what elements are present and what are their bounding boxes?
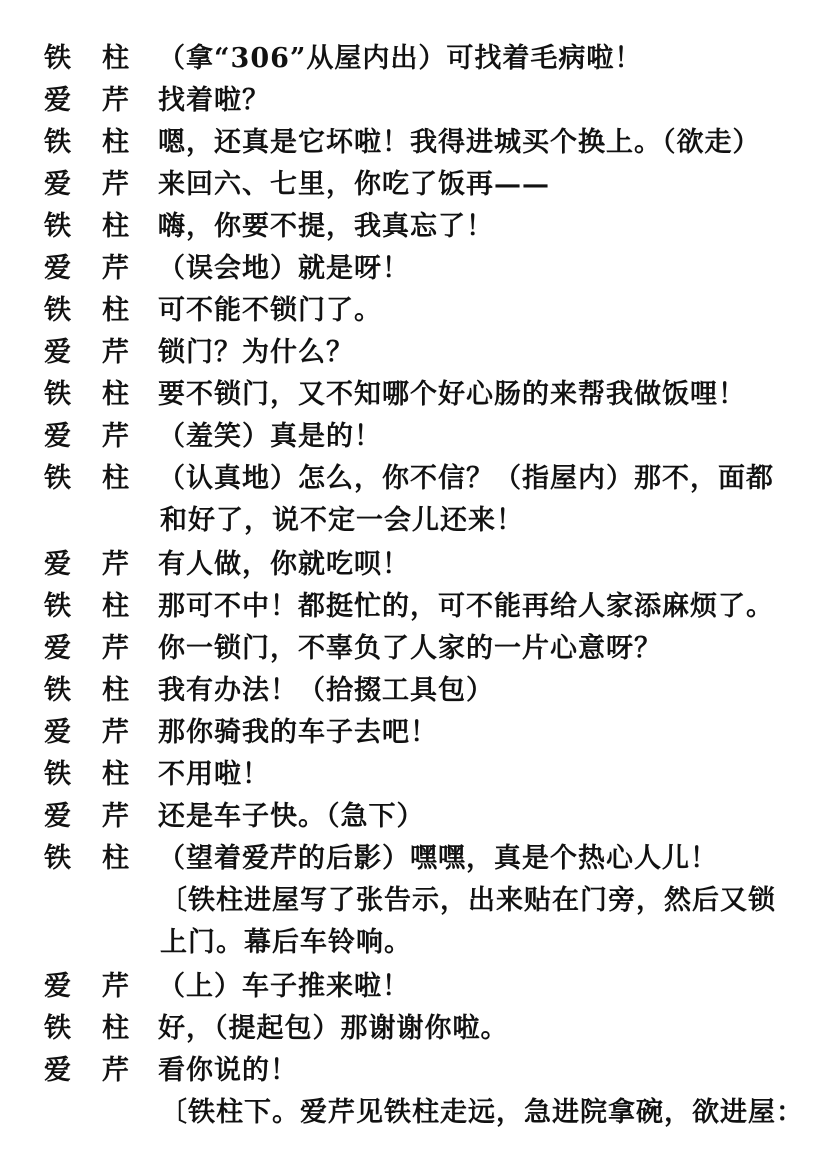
- dialogue-line: 铁 柱 嗨，你要不提，我真忘了！: [0, 206, 822, 248]
- dialogue-text: 看你说的！: [158, 1055, 298, 1086]
- dialogue-line: 铁 柱 要不锁门，又不知哪个好心肠的来帮我做饭哩！: [0, 374, 822, 416]
- dialogue-line: 铁 柱 嗯，还真是它坏啦！我得进城买个换上。（欲走）: [0, 122, 822, 164]
- dialogue-text: 那可不中！都挺忙的，可不能再给人家添麻烦了。: [158, 591, 774, 622]
- dialogue-line: 爱 芹 找着啦？: [0, 80, 822, 122]
- dialogue-text: （望着爱芹的后影）嘿嘿，真是个热心人儿！: [158, 843, 718, 874]
- stage-direction: [0, 1092, 822, 1134]
- dialogue-text: 好，（提起包）那谢谢你啦。: [158, 1013, 509, 1044]
- dialogue-line: 铁 柱 我有办法！（拾掇工具包）: [0, 670, 822, 712]
- dialogue-text: 不用啦！: [158, 759, 270, 790]
- dialogue-text: 锁门？为什么？: [158, 337, 354, 368]
- dialogue-line: 铁 柱 那可不中！都挺忙的，可不能再给人家添麻烦了。: [0, 586, 822, 628]
- dialogue-text: 和好了，说不定一会儿还来！: [160, 505, 524, 536]
- dialogue-text: （拿“306”从屋内出）可找着毛病啦！: [158, 43, 643, 74]
- dialogue-line: 爱 芹 锁门？为什么？: [0, 332, 822, 374]
- dialogue-text: （羞笑）真是的！: [158, 421, 382, 452]
- dialogue-line: 爱 芹 还是车子快。（急下）: [0, 796, 822, 838]
- dialogue-line: 铁 柱 不用啦！: [0, 754, 822, 796]
- dialogue-line: 爱 芹 来回六、七里，你吃了饭再——: [0, 164, 822, 206]
- dialogue-line: 铁 柱 （认真地）怎么，你不信？（指屋内）那不，面都: [0, 458, 822, 500]
- dialogue-line: 爱 芹 （误会地）就是呀！: [0, 248, 822, 290]
- dialogue-text: 找着啦？: [158, 85, 270, 116]
- dialogue-line: 爱 芹 那你骑我的车子去吧！: [0, 712, 822, 754]
- dialogue-continuation: [0, 500, 822, 542]
- dialogue-text: 嗯，还真是它坏啦！我得进城买个换上。（欲走）: [158, 127, 761, 158]
- stage-direction-text: 〔铁柱下。爱芹见铁柱走远，急进院拿碗，欲进屋：: [160, 1097, 804, 1128]
- dialogue-line: 铁 柱 （望着爱芹的后影）嘿嘿，真是个热心人儿！: [0, 838, 822, 880]
- dialogue-text: （认真地）怎么，你不信？（指屋内）那不，面都: [158, 463, 774, 494]
- dialogue-text: 嗨，你要不提，我真忘了！: [158, 211, 494, 242]
- stage-direction-text: 上门。幕后车铃响。: [160, 927, 412, 958]
- dialogue-text: 来回六、七里，你吃了饭再——: [158, 169, 550, 200]
- dialogue-text: （误会地）就是呀！: [158, 253, 410, 284]
- dialogue-text: 我有办法！（拾掇工具包）: [158, 675, 494, 706]
- dialogue-line: 爱 芹 你一锁门，不辜负了人家的一片心意呀？: [0, 628, 822, 670]
- dialogue-text: 还是车子快。（急下）: [158, 801, 425, 832]
- dialogue-line: 铁 柱 可不能不锁门了。: [0, 290, 822, 332]
- stage-direction-text: 〔铁柱进屋写了张告示，出来贴在门旁，然后又锁: [160, 885, 776, 916]
- dialogue-line: 铁 柱 （拿“306”从屋内出）可找着毛病啦！: [0, 38, 822, 80]
- dialogue-line: 爱 芹 （羞笑）真是的！: [0, 416, 822, 458]
- dialogue-line: 爱 芹 （上）车子推来啦！: [0, 966, 822, 1008]
- dialogue-text: （上）车子推来啦！: [158, 971, 410, 1002]
- stage-direction: [0, 922, 822, 964]
- dialogue-text: 要不锁门，又不知哪个好心肠的来帮我做饭哩！: [158, 379, 746, 410]
- dialogue-text: 有人做，你就吃呗！: [158, 549, 410, 580]
- dialogue-text: 可不能不锁门了。: [158, 295, 382, 326]
- dialogue-line: 爱 芹 看你说的！: [0, 1050, 822, 1092]
- stage-direction: [0, 880, 822, 922]
- dialogue-line: 爱 芹 有人做，你就吃呗！: [0, 544, 822, 586]
- dialogue-line: 铁 柱 好，（提起包）那谢谢你啦。: [0, 1008, 822, 1050]
- dialogue-text: 你一锁门，不辜负了人家的一片心意呀？: [158, 633, 662, 664]
- dialogue-text: 那你骑我的车子去吧！: [158, 717, 438, 748]
